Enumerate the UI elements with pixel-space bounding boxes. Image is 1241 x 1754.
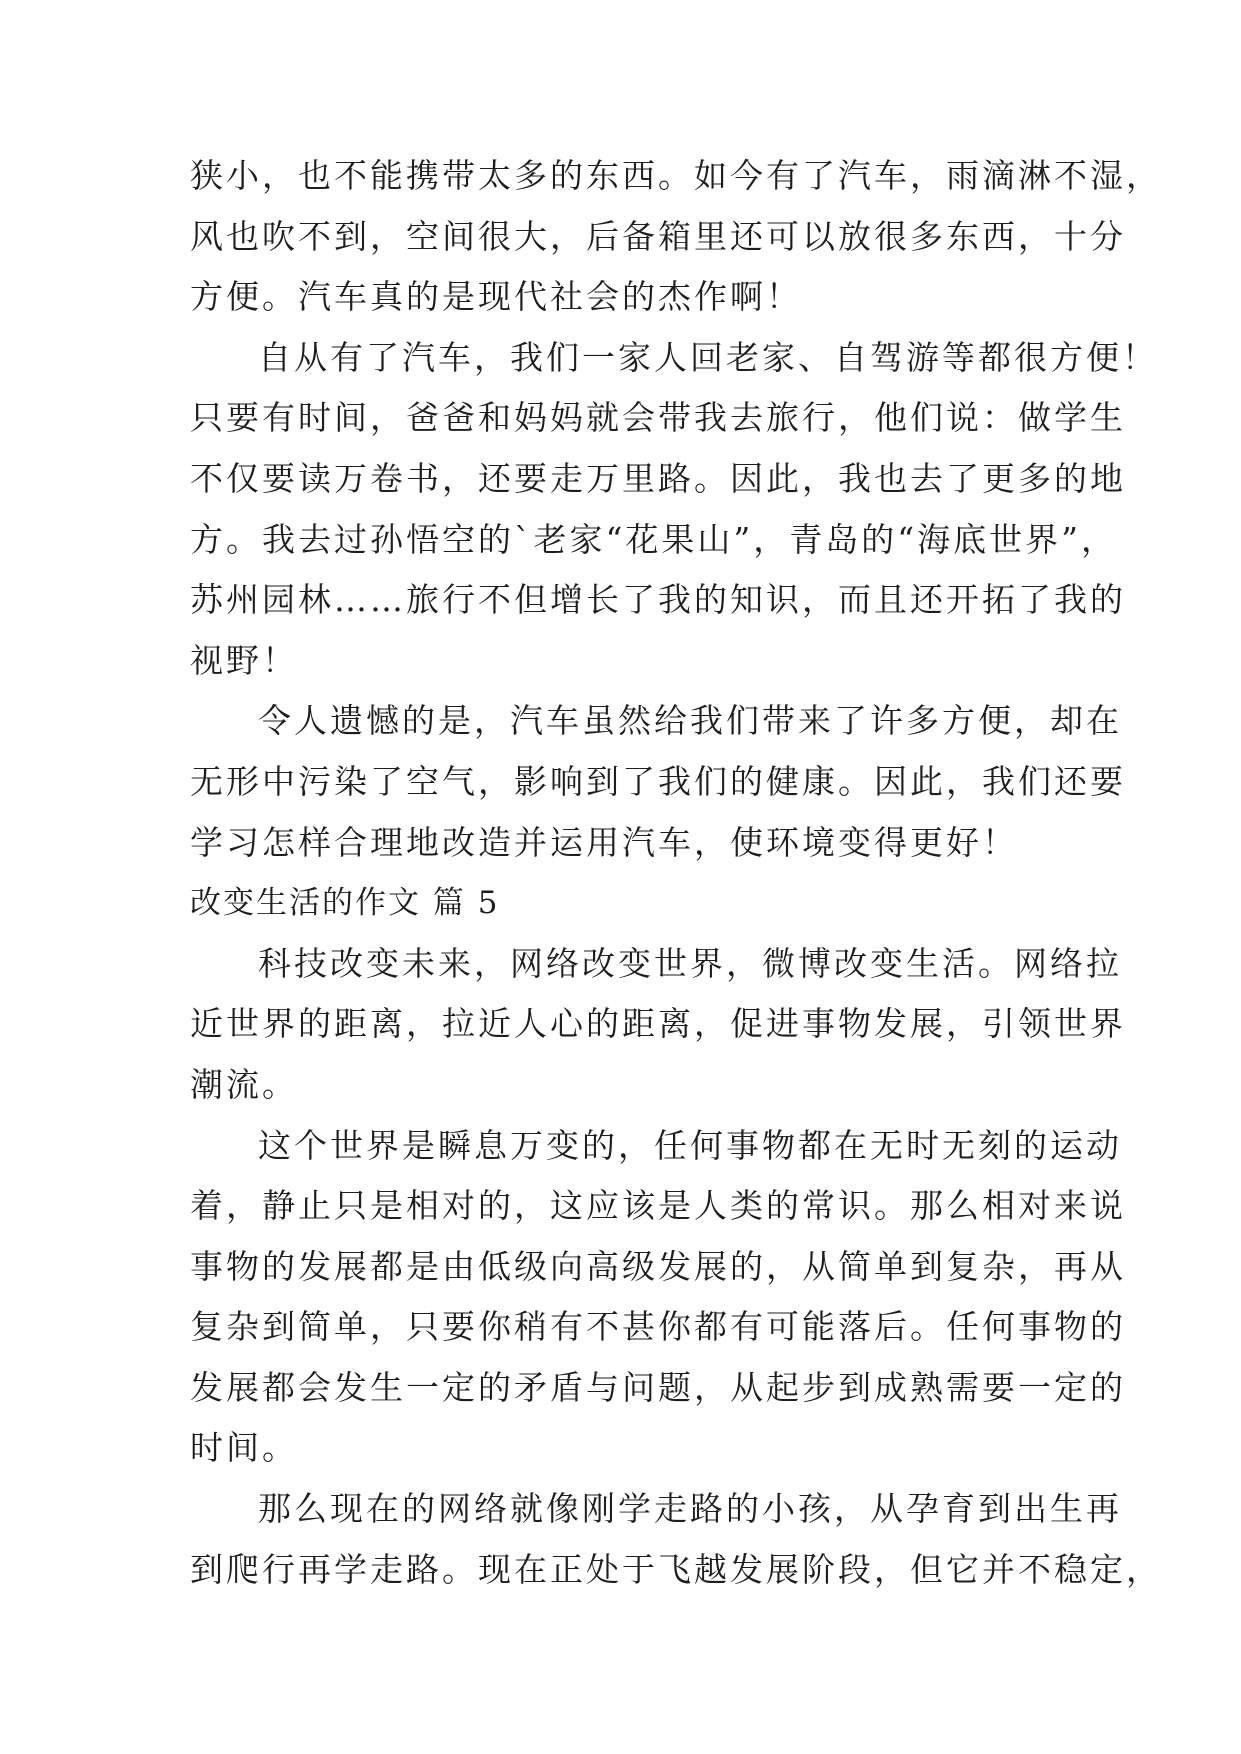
text-line: 近世界的距离，拉近人心的距离，促进事物发展，引领世界 [190,1004,1126,1044]
text-line: 潮流。 [190,1064,298,1104]
text-line: 方。我去过孙悟空的`老家“花果山”，青岛的“海底世界”， [190,519,1117,559]
text-line: 事物的发展都是由低级向高级发展的，从简单到复杂，再从 [190,1246,1126,1286]
text-line: 风也吹不到，空间很大，后备箱里还可以放很多东西，十分 [190,216,1126,256]
text-line: 学习怎样合理地改造并运用汽车，使环境变得更好！ [190,822,1018,862]
paragraph-first-line: 那么现在的网络就像刚学走路的小孩，从孕育到出生再 [258,1489,1122,1529]
text-line: 视野！ [190,640,298,680]
text-line: 只要有时间，爸爸和妈妈就会带我去旅行，他们说：做学生 [190,398,1126,438]
section-heading: 改变生活的作文 篇 5 [190,885,500,922]
text-line: 方便。汽车真的是现代社会的杰作啊！ [190,277,802,317]
text-line: 到爬行再学走路。现在正处于飞越发展阶段，但它并不稳定， [190,1549,1162,1589]
document-body [190,146,1162,1600]
text-line: 苏州园林……旅行不但增长了我的知识，而且还开拓了我的 [190,580,1126,620]
text-line: 着，静止只是相对的，这应该是人类的常识。那么相对来说 [190,1186,1126,1226]
paragraph-first-line: 这个世界是瞬息万变的，任何事物都在无时无刻的运动 [258,1125,1122,1165]
paragraph-first-line: 自从有了汽车，我们一家人回老家、自驾游等都很方便！ [258,337,1158,377]
paragraph-first-line: 令人遗憾的是，汽车虽然给我们带来了许多方便，却在 [258,701,1122,741]
text-line: 狭小，也不能携带太多的东西。如今有了汽车，雨滴淋不湿， [190,156,1162,195]
paragraph-first-line: 科技改变未来，网络改变世界，微博改变生活。网络拉 [258,943,1122,983]
text-line: 发展都会发生一定的矛盾与问题，从起步到成熟需要一定的 [190,1367,1126,1407]
text-line: 不仅要读万卷书，还要走万里路。因此，我也去了更多的地 [190,458,1126,498]
text-line: 无形中污染了空气，影响到了我们的健康。因此，我们还要 [190,761,1126,801]
text-line: 复杂到简单，只要你稍有不甚你都有可能落后。任何事物的 [190,1307,1126,1347]
text-line: 时间。 [190,1428,298,1468]
